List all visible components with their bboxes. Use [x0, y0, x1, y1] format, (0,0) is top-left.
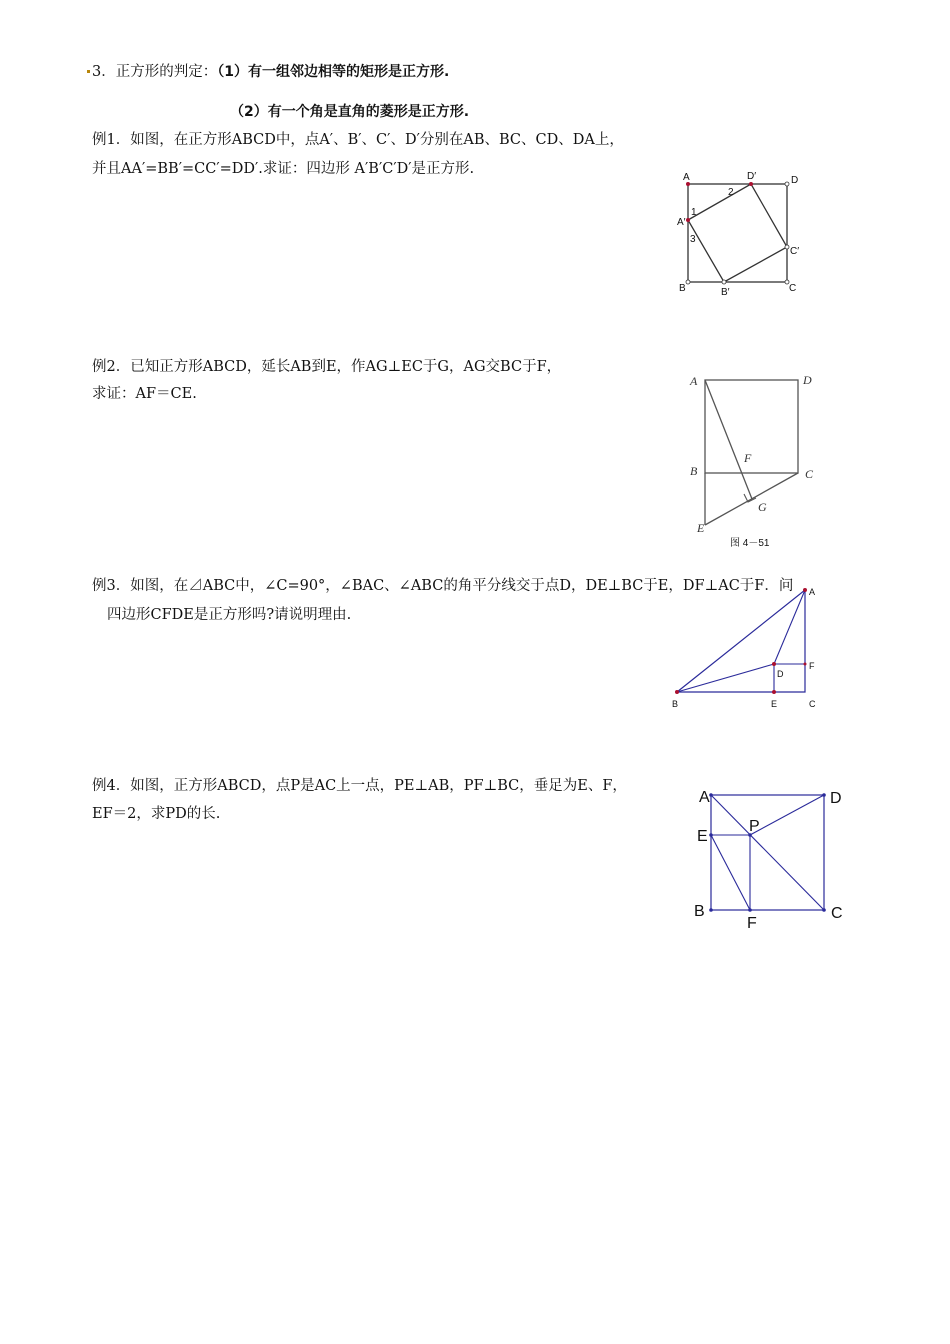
ex1-label-b: B — [679, 283, 686, 294]
ex4-point-f — [748, 908, 752, 912]
ex2-label-a: A — [690, 374, 698, 388]
ex4-segment-pd — [750, 795, 824, 835]
ex1-label-d1: D′ — [747, 171, 757, 182]
ex1-point-a1 — [686, 218, 690, 222]
ex2-label-c: C — [805, 467, 814, 481]
ex3-point-e — [772, 690, 776, 694]
ex4-label-a: A — [699, 789, 710, 806]
ex4-line2: EF＝2，求PD的长. — [92, 806, 221, 822]
ex2-figure — [680, 365, 840, 555]
ex2-label-d: D — [803, 373, 812, 387]
ex4-label-d: D — [830, 790, 842, 807]
ex1-point-d1 — [749, 182, 753, 186]
ex2-label-b: B — [690, 464, 698, 478]
ex2-segment-ag — [705, 380, 752, 499]
ex1-label-2: 2 — [728, 187, 734, 198]
ex3-line2: 四边形CFDE是正方形吗?请说明理由. — [107, 607, 352, 623]
ex3-bisector-b — [677, 664, 774, 692]
ex3-label-d: D — [777, 669, 784, 679]
ex2-line2: 求证：AF＝CE. — [92, 386, 197, 402]
ex4-point-c — [822, 908, 826, 912]
ex1-label-a: A — [683, 172, 690, 183]
ex3-point-f — [804, 663, 807, 666]
ex4-label-f: F — [747, 915, 757, 932]
ex3-figure — [665, 585, 830, 715]
ex1-point-b — [686, 280, 690, 284]
ex1-square — [688, 184, 787, 282]
ex2-label-e: E — [697, 521, 705, 535]
ex1-point-b1 — [722, 280, 726, 284]
ex4-label-c: C — [831, 905, 843, 922]
ex1-line2: 并且AA′=BB′=CC′=DD′.求证：四边形 A′B′C′D′是正方形. — [92, 161, 475, 177]
ex3-point-b — [675, 690, 679, 694]
ex1-label-b1: B′ — [721, 287, 730, 298]
ex3-point-d — [772, 662, 776, 666]
ex3-bisector-a — [774, 590, 805, 664]
ex1-line1: 例1．如图，在正方形ABCD中，点A′、B′、C′、D′分别在AB、BC、CD、DA上， — [92, 132, 624, 148]
ex3-triangle — [677, 590, 805, 692]
ex3-label-f: F — [809, 661, 815, 671]
ex4-point-d — [822, 793, 826, 797]
ex1-label-c1: C′ — [790, 246, 800, 257]
ex2-line1: 例2．已知正方形ABCD，延长AB到E，作AG⊥EC于G，AG交BC于F， — [92, 359, 562, 375]
ex4-diagonal-ac — [711, 795, 824, 910]
ex1-figure — [670, 165, 810, 300]
ex4-point-e — [709, 833, 713, 837]
ex3-point-a — [803, 588, 807, 592]
ex3-label-a: A — [809, 587, 816, 597]
bullet-mark — [87, 70, 90, 73]
section3-rule1: （1）有一组邻边相等的矩形是正方形. — [217, 64, 450, 80]
ex4-label-b: B — [694, 903, 705, 920]
ex3-line1: 例3．如图，在⊿ABC中，∠C=90°，∠BAC、∠ABC的角平分线交于点D，DE⊥BC于E，DF⊥AC于F．问 — [92, 578, 794, 594]
ex1-label-1: 1 — [691, 207, 697, 218]
ex1-inner-square — [688, 184, 787, 282]
ex4-point-a — [709, 793, 713, 797]
ex2-caption: 图 4－51 — [730, 538, 770, 549]
ex4-label-e: E — [697, 828, 708, 845]
ex4-figure — [690, 780, 860, 935]
ex3-label-e: E — [771, 699, 778, 709]
ex2-square — [705, 380, 798, 473]
ex3-label-b: B — [672, 699, 679, 709]
section3-prefix: 3．正方形的判定： — [92, 64, 218, 80]
ex1-point-c1 — [785, 245, 789, 249]
ex4-label-p: P — [749, 818, 760, 835]
ex4-point-b — [709, 908, 713, 912]
ex1-label-c: C — [789, 283, 797, 294]
ex1-label-d: D — [791, 175, 799, 186]
ex4-line1: 例4．如图，正方形ABCD，点P是AC上一点，PE⊥AB，PF⊥BC，垂足为E、F， — [92, 778, 627, 794]
ex1-label-3: 3 — [690, 234, 696, 245]
section3-rule2: （2）有一个角是直角的菱形是正方形. — [230, 104, 470, 120]
ex3-label-c: C — [809, 699, 816, 709]
ex2-label-g: G — [758, 500, 767, 514]
ex1-point-d — [785, 182, 789, 186]
section3-heading — [92, 60, 449, 81]
ex1-label-a1: A′ — [677, 217, 686, 228]
ex2-label-f: F — [744, 451, 752, 465]
ex4-segment-ef — [711, 835, 750, 910]
